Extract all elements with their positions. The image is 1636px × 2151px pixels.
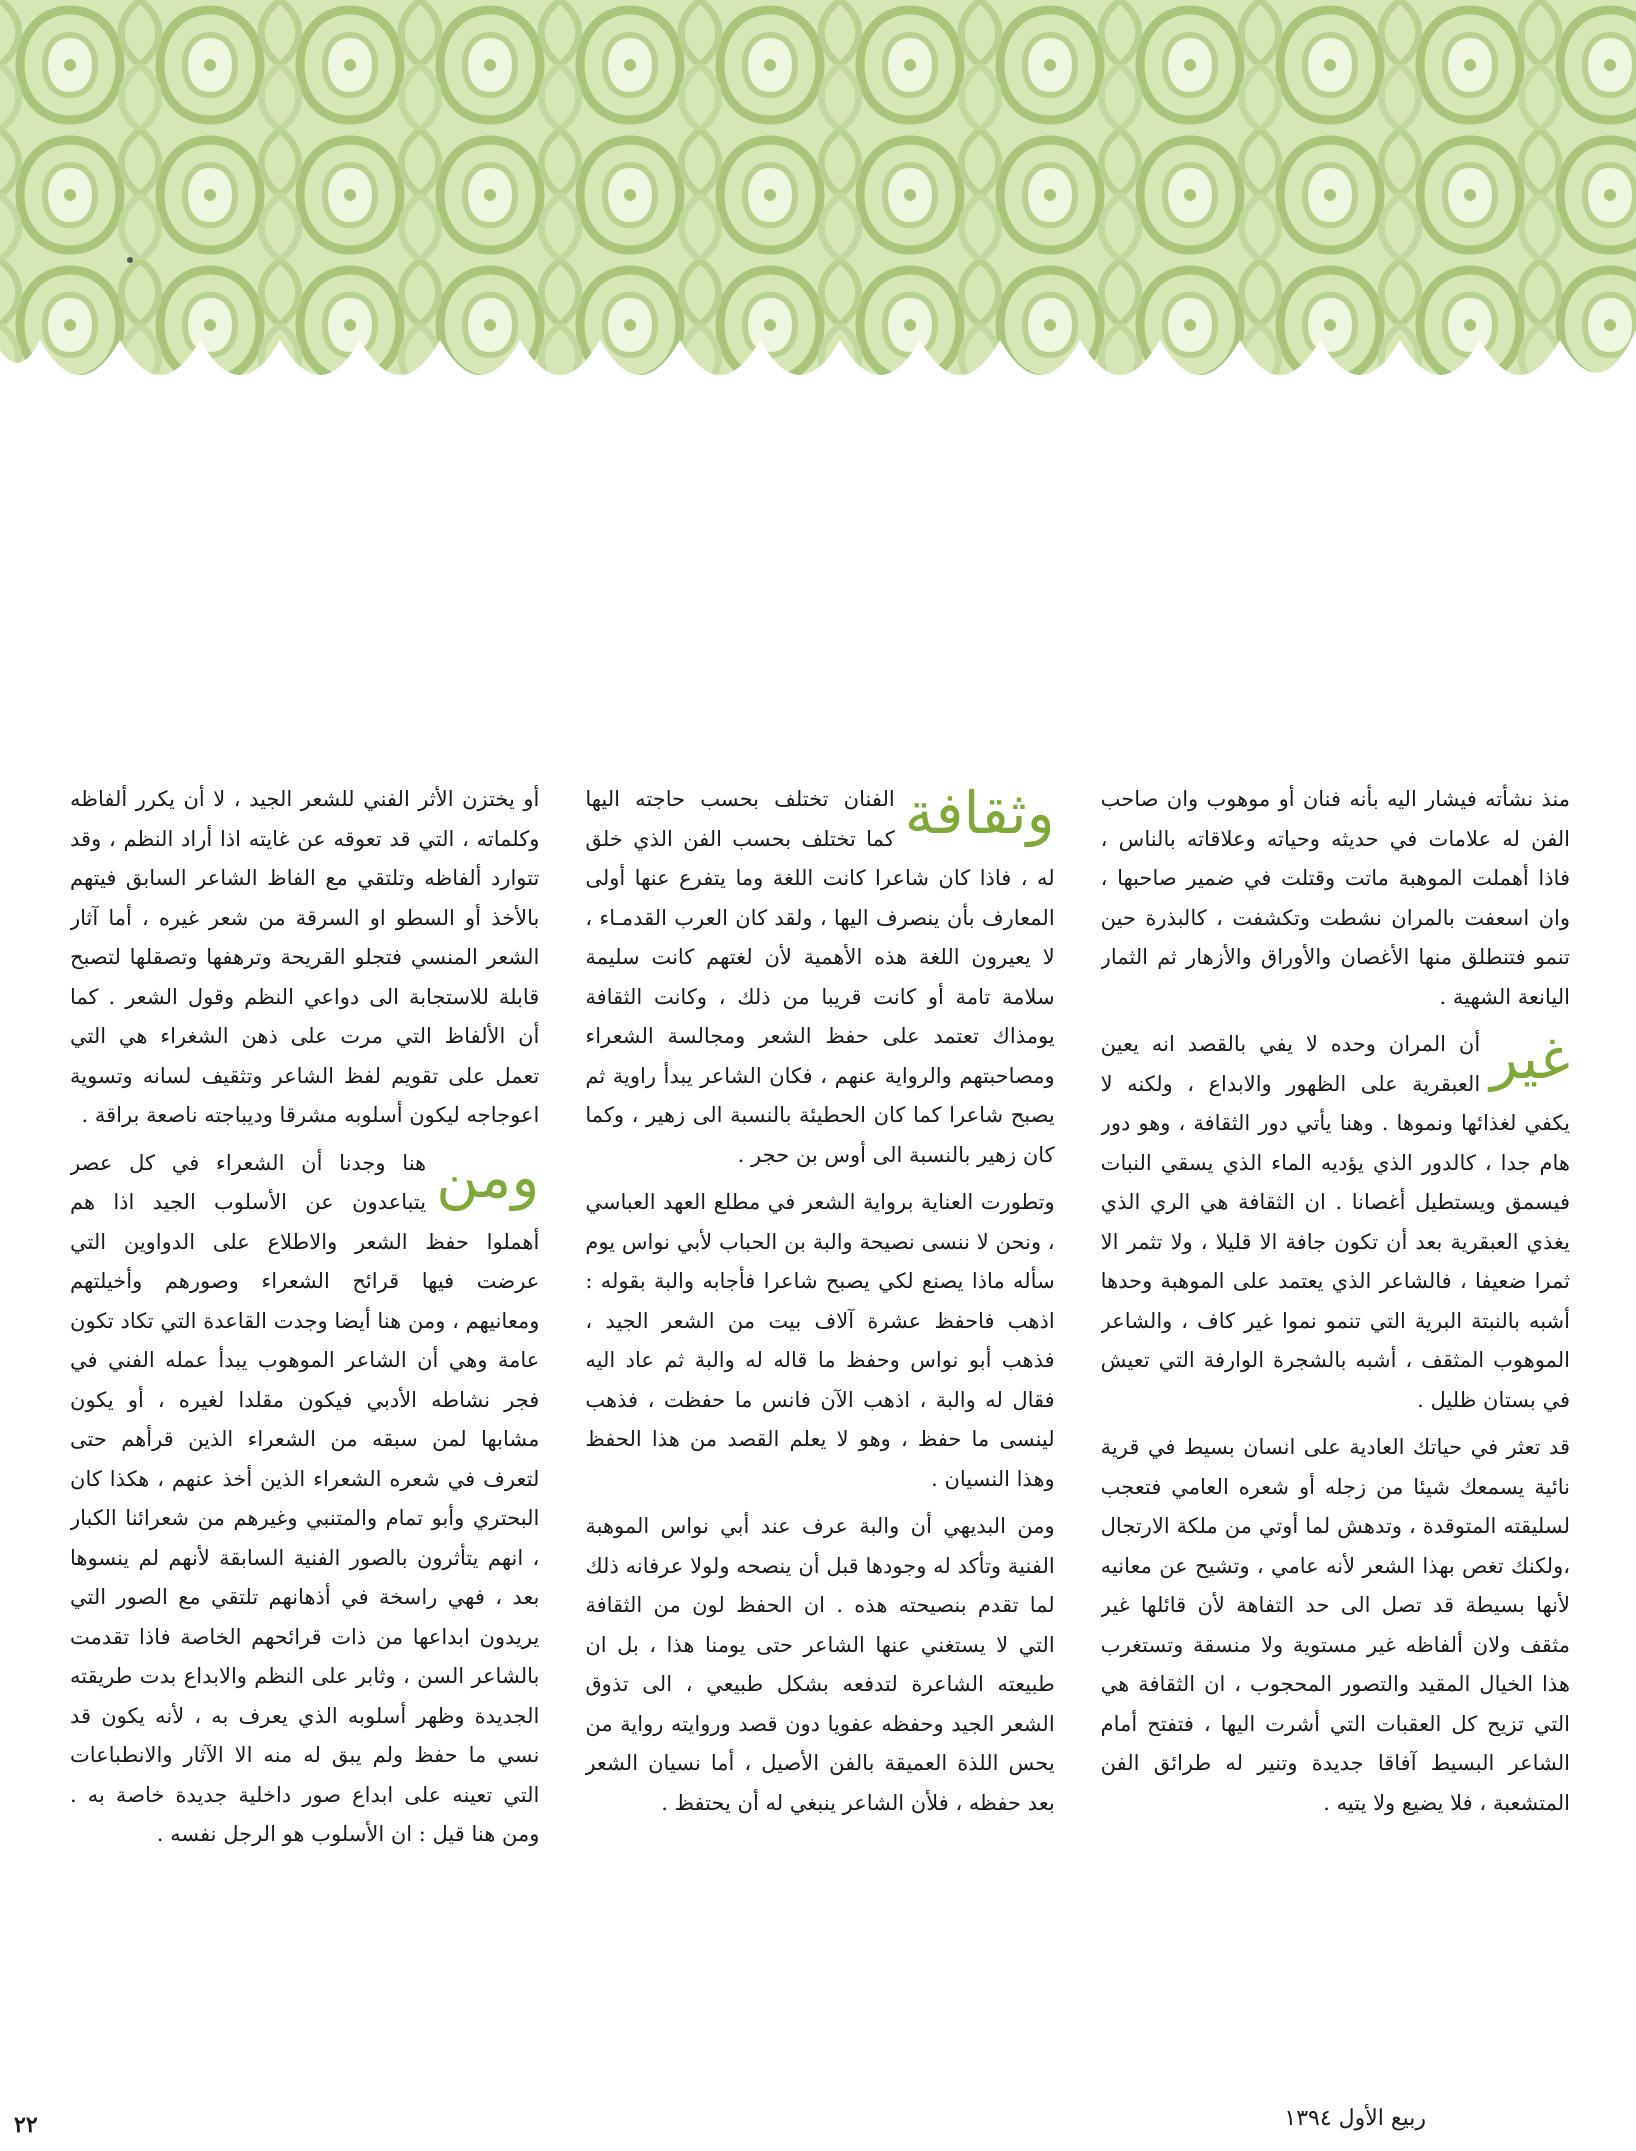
- column-left: [70, 780, 539, 2080]
- page-number: ٢٢: [14, 2112, 38, 2138]
- paragraph-text: وتطورت العناية برواية الشعر في مطلع العهد العباسي ، ونحن لا ننسى نصيحة والبة بن الحباب لأبي نواس يوم سأله ماذا يصنع لكي يصبح شاعرا فأجابه والبة بقوله : اذهب فاحفظ عشرة آلاف بيت من الشعر الجيد ، فذهب أبو نواس وحفظ ما قاله له والبة ثم عاد اليه فقال له والبة ، اذهب الآن فانس ما حفظت ، فذهب لينسى ما حفظ ، وهو لا يعلم القصد من هذا الحفظ وهذا النسيان .: [585, 1190, 1055, 1491]
- paragraph-text: قد تعثر في حياتك العادية على انسان بسيط في قرية نائية يسمعك شيئا من زجله أو شعره العامي فتعجب لسليقته المتوقدة ، وتدهش لما أوتي من ملكة الارتجال ،ولكنك تغص بهذا الشعر لأنه عامي ، وتشيح عن معانيه لأنها بسيطة قد تصل الى حد التفاهة لأن قائلها غير مثقف ولان ألفاظه غير مستوية ولا منسقة وتستغرب هذا الخيال المقيد والتصور المحجوب ، ان الثقافة هي التي تزيح كل العقبات التي أشرت اليها ، فتفتح أمام الشاعر البسيط آفاقا جديدة وتنير له طرائق الفن المتشعبة ، فلا يضيع ولا يتيه .: [1100, 1435, 1570, 1815]
- paragraph: [1101, 1428, 1570, 1823]
- paragraph-text: منذ نشأته فيشار اليه بأنه فنان أو موهوب وان صاحب الفن له علامات في حديثه وحياته وعلاقاته بالناس ، فاذا أهملت الموهبة ماتت وقتلت في ضمير صاحبها ، وان اسعفت بالمران نشطت وتكشفت ، كالبذرة حين تنمو فتنطلق منها الأغصان والأوراق والأزهار ثم الثمار اليانعة الشهية .: [1100, 787, 1570, 1009]
- dropcap-word: ومن: [436, 1142, 540, 1211]
- column-right: [1101, 780, 1570, 2080]
- paragraph-text: هنا وجدنا أن الشعراء في كل عصر يتباعدون عن الأسلوب الجيد اذا هم أهملوا حفظ الشعر والاطلاع على الدواوين التي عرضت فيها قرائح الشعراء وصورهم وأخيلتهم ومعانيهم ، ومن هنا أيضا وجدت القاعدة التي تكاد تكون عامة وهي أن الشاعر الموهوب يبدأ عمله الفني في فجر نشاطه الأدبي فيكون مقلدا لغيره ، أو يكون مشابها لمن سبقه من الشعراء الذين قرأهم حتى لتعرف في شعره الشعراء الذين أخذ عنهم ، هكذا كان البحتري وأبو تمام والمتنبي وغيرهم من شعرائنا الكبار ، انهم يتأثرون بالصور الفنية السابقة لأنهم لم ينسوها بعد ، فهي راسخة في أذهانهم تلتقي مع الصور التي يريدون ابداعها من ذات قرائحهم الخاصة فاذا تقدمت بالشاعر السن ، وثابر على النظم والابداع بدت طريقته الجديدة وظهر أسلوبه الذي يعرف به ، لأنه يكون قد نسي ما حفظ ولم يبق له منه الا الآثار والانطباعات التي تعينه على ابداع صور داخلية جديدة خاصة به . ومن هنا قيل : ان الأسلوب هو الرجل نفسه .: [70, 1150, 540, 1846]
- paragraph-text: أو يختزن الأثر الفني للشعر الجيد ، لا أن يكرر ألفاظه وكلماته ، التي قد تعوقه عن غايته اذا أراد النظم ، وقد تتوارد ألفاظه وتلتقي مع الفاظ الشاعر السابق فيتهم بالأخذ أو السطو او السرقة من شعر غيره ، أما آثار الشعر المنسي فتجلو القريحة وترهفها وتصقلها لتصبح قابلة للاستجابة الى دواعي النظم وقول الشعر . كما أن الألفاظ التي مرت على ذهن الشغراء هي التي تعمل على تقويم لفظ الشاعر وتثقيف لسانه وتسوية اعوجاجه ليكون أسلوبه مشرقا وديباجته ناصعة براقة .: [70, 787, 540, 1127]
- column-middle: [585, 780, 1054, 2080]
- paragraph-text: أن المران وحده لا يفي بالقصد انه يعين العبقرية على الظهور والابداع ، ولكنه لا يكفي لغذائها ونموها . وهنا يأتي دور الثقافة ، وهو دور هام جدا ، كالدور الذي يؤديه الماء الذي يسقي النبات فيسمق ويستطيل أغصانا . ان الثقافة هي الري الذي يغذي العبقرية بعد أن تكون جافة الا قليلا ، ولا تثمر الا ثمرا ضعيفا ، فالشاعر الذي يعتمد على الموهبة وحدها أشبه بالنبتة البرية التي تنمو نموا غير كاف ، والشاعر الموهوب المثقف ، أشبه بالشجرة الوارفة التي تعيش في بستان ظليل .: [1100, 1032, 1570, 1412]
- paragraph: [1101, 780, 1570, 1017]
- paragraph: [585, 1507, 1054, 1823]
- paragraph: [1101, 1025, 1570, 1420]
- paragraph-text: الفنان تختلف بحسب حاجته اليها كما تختلف بحسب الفن الذي خلق له ، فاذا كان شاعرا كانت اللغة وما يتفرع عنها أولى المعارف بأن ينصرف اليها ، ولقد كان العرب القدمـاء ، لا يعيرون اللغة هذه الأهمية لأن لغتهم كانت سليمة سلامة تامة أو كانت قريبا من ذلك ، وكانت الثقافة يومذاك تعتمد على حفظ الشعر ومجالسة الشعراء ومصاحبتهم والرواية عنهم ، فكان الشاعر يبدأ راوية ثم يصبح شاعرا كما كان الحطيئة بالنسبة الى زهير ، وكما كان زهير بالنسبة الى أوس بن حجر .: [585, 787, 1055, 1167]
- paragraph: [70, 1144, 539, 1855]
- paragraph: [70, 780, 539, 1136]
- dropcap-word: وثقافة: [904, 780, 1055, 847]
- dropcap-word: غير: [1490, 1024, 1570, 1092]
- paragraph-text: ومن البديهي أن والبة عرف عند أبي نواس الموهبة الفنية وتأكد له وجودها قبل أن ينصحه ولولا عرفانه ذلك لما تقدم بنصيحته هذه . ان الحفظ لون من الثقافة التي لا يستغني عنها الشاعر حتى يومنا هذا ، بل ان طبيعته الشاعرة لتدفعه بشكل طبيعي ، الى تذوق الشعر الجيد وحفظه عفويا دون قصد وروايته رواية من يحس اللذة العميقة بالفن الأصيل ، أما نسيان الشعر بعد حفظه ، فلأن الشاعر ينبغي له أن يحتفظ .: [585, 1514, 1055, 1815]
- issue-date: ربيع الأول ١٣٩٤: [1284, 2106, 1426, 2131]
- decorative-arabesque-header: [0, 0, 1636, 420]
- paragraph: [585, 780, 1054, 1175]
- article-columns: [70, 780, 1570, 2080]
- paragraph: [585, 1183, 1054, 1499]
